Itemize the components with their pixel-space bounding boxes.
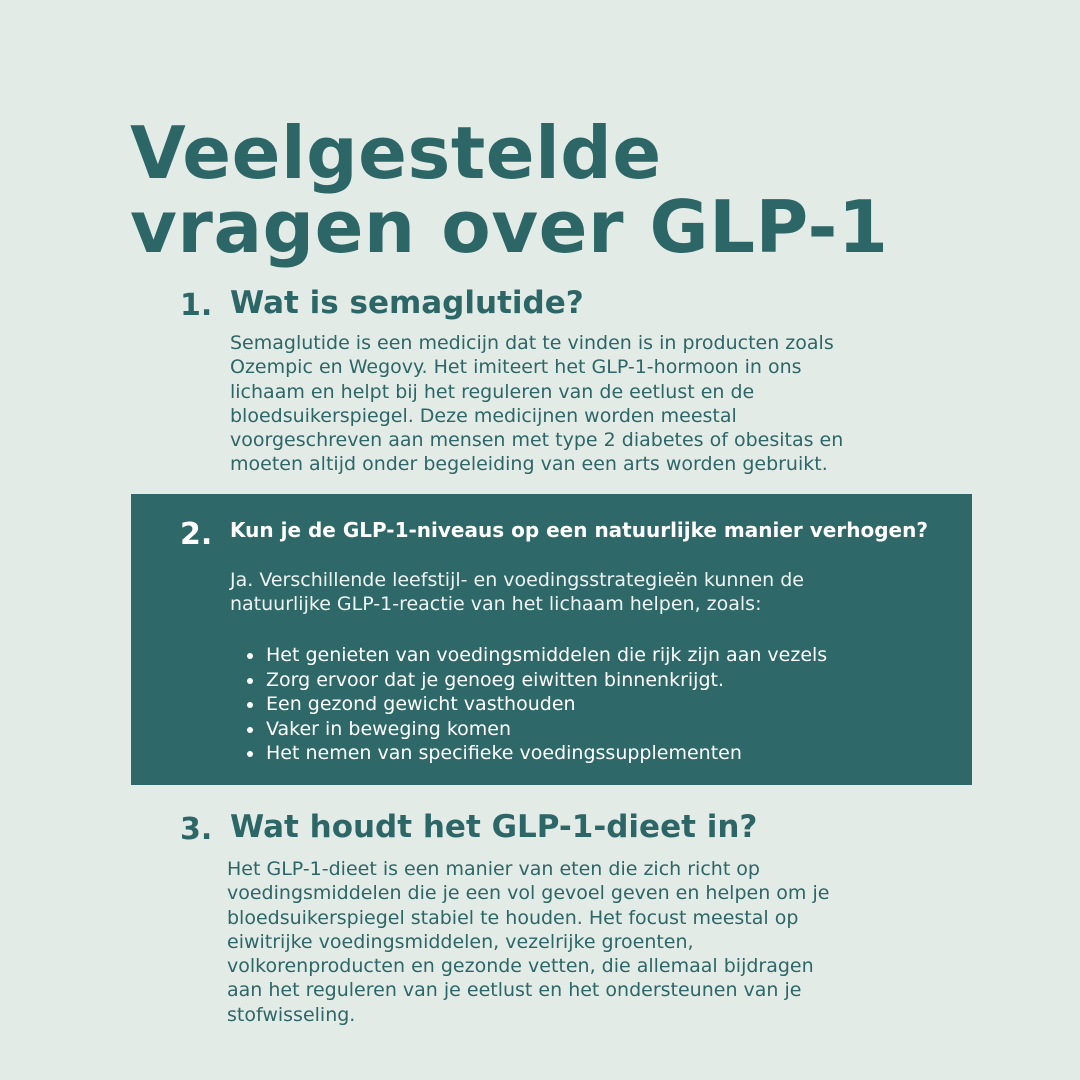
answer-line: moeten altijd onder begeleiding van een arts worden gebruikt. (230, 453, 828, 476)
faq-answer-intro (230, 568, 930, 617)
bullet-item: Het genieten van voedingsmiddelen die rijk zijn aan vezels (242, 643, 827, 668)
page-title-line-2: vragen over GLP-1 (130, 185, 889, 269)
faq-question: Wat houdt het GLP-1-dieet in? (230, 809, 758, 845)
faq-number: 3. (180, 812, 213, 847)
bullet-item: Vaker in beweging komen (242, 717, 827, 742)
answer-line: Ozempic en Wegovy. Het imiteert het GLP-1-hormoon in ons (230, 356, 802, 379)
faq-question: Kun je de GLP-1-niveaus op een natuurlijke manier verhogen? (230, 518, 928, 542)
bullet-list (242, 643, 827, 766)
answer-line: eiwitrijke voedingsmiddelen, vezelrijke groenten, (227, 930, 694, 953)
faq-answer (227, 857, 927, 1027)
bullet-item: Zorg ervoor dat je genoeg eiwitten binnenkrijgt. (242, 668, 827, 693)
answer-line: bloedsuikerspiegel stabiel te houden. Het focust meestal op (227, 906, 799, 929)
answer-line: Het GLP-1-dieet is een manier van eten die zich richt op (227, 858, 760, 880)
answer-line: volkorenproducten en gezonde vetten, die allemaal bijdragen (227, 955, 814, 978)
answer-line: aan het reguleren van je eetlust en het ondersteunen van je (227, 979, 802, 1002)
answer-line: lichaam en helpt bij het reguleren van de eetlust en de (230, 380, 755, 403)
faq-number: 1. (180, 288, 213, 323)
bullet-item: Een gezond gewicht vasthouden (242, 692, 827, 717)
answer-line: stofwisseling. (227, 1003, 356, 1026)
faq-number: 2. (180, 517, 213, 552)
bullet-item: Het nemen van specifieke voedingssupplementen (242, 741, 827, 766)
answer-line: Semaglutide is een medicijn dat te vinden is in producten zoals (230, 332, 834, 354)
faq-question: Wat is semaglutide? (230, 285, 584, 321)
page-title-line-1: Veelgestelde (130, 111, 662, 195)
answer-line: voorgeschreven aan mensen met type 2 diabetes of obesitas en (230, 429, 844, 452)
answer-line: natuurlijke GLP-1-reactie van het lichaam helpen, zoals: (230, 593, 762, 616)
faq-answer (230, 331, 940, 477)
answer-line: voedingsmiddelen die je een vol gevoel geven en helpen om je (227, 882, 830, 905)
page-title (130, 111, 889, 269)
answer-line: Ja. Verschillende leefstijl- en voedingsstrategieën kunnen de (230, 569, 804, 591)
answer-line: bloedsuikerspiegel. Deze medicijnen worden meestal (230, 404, 737, 427)
